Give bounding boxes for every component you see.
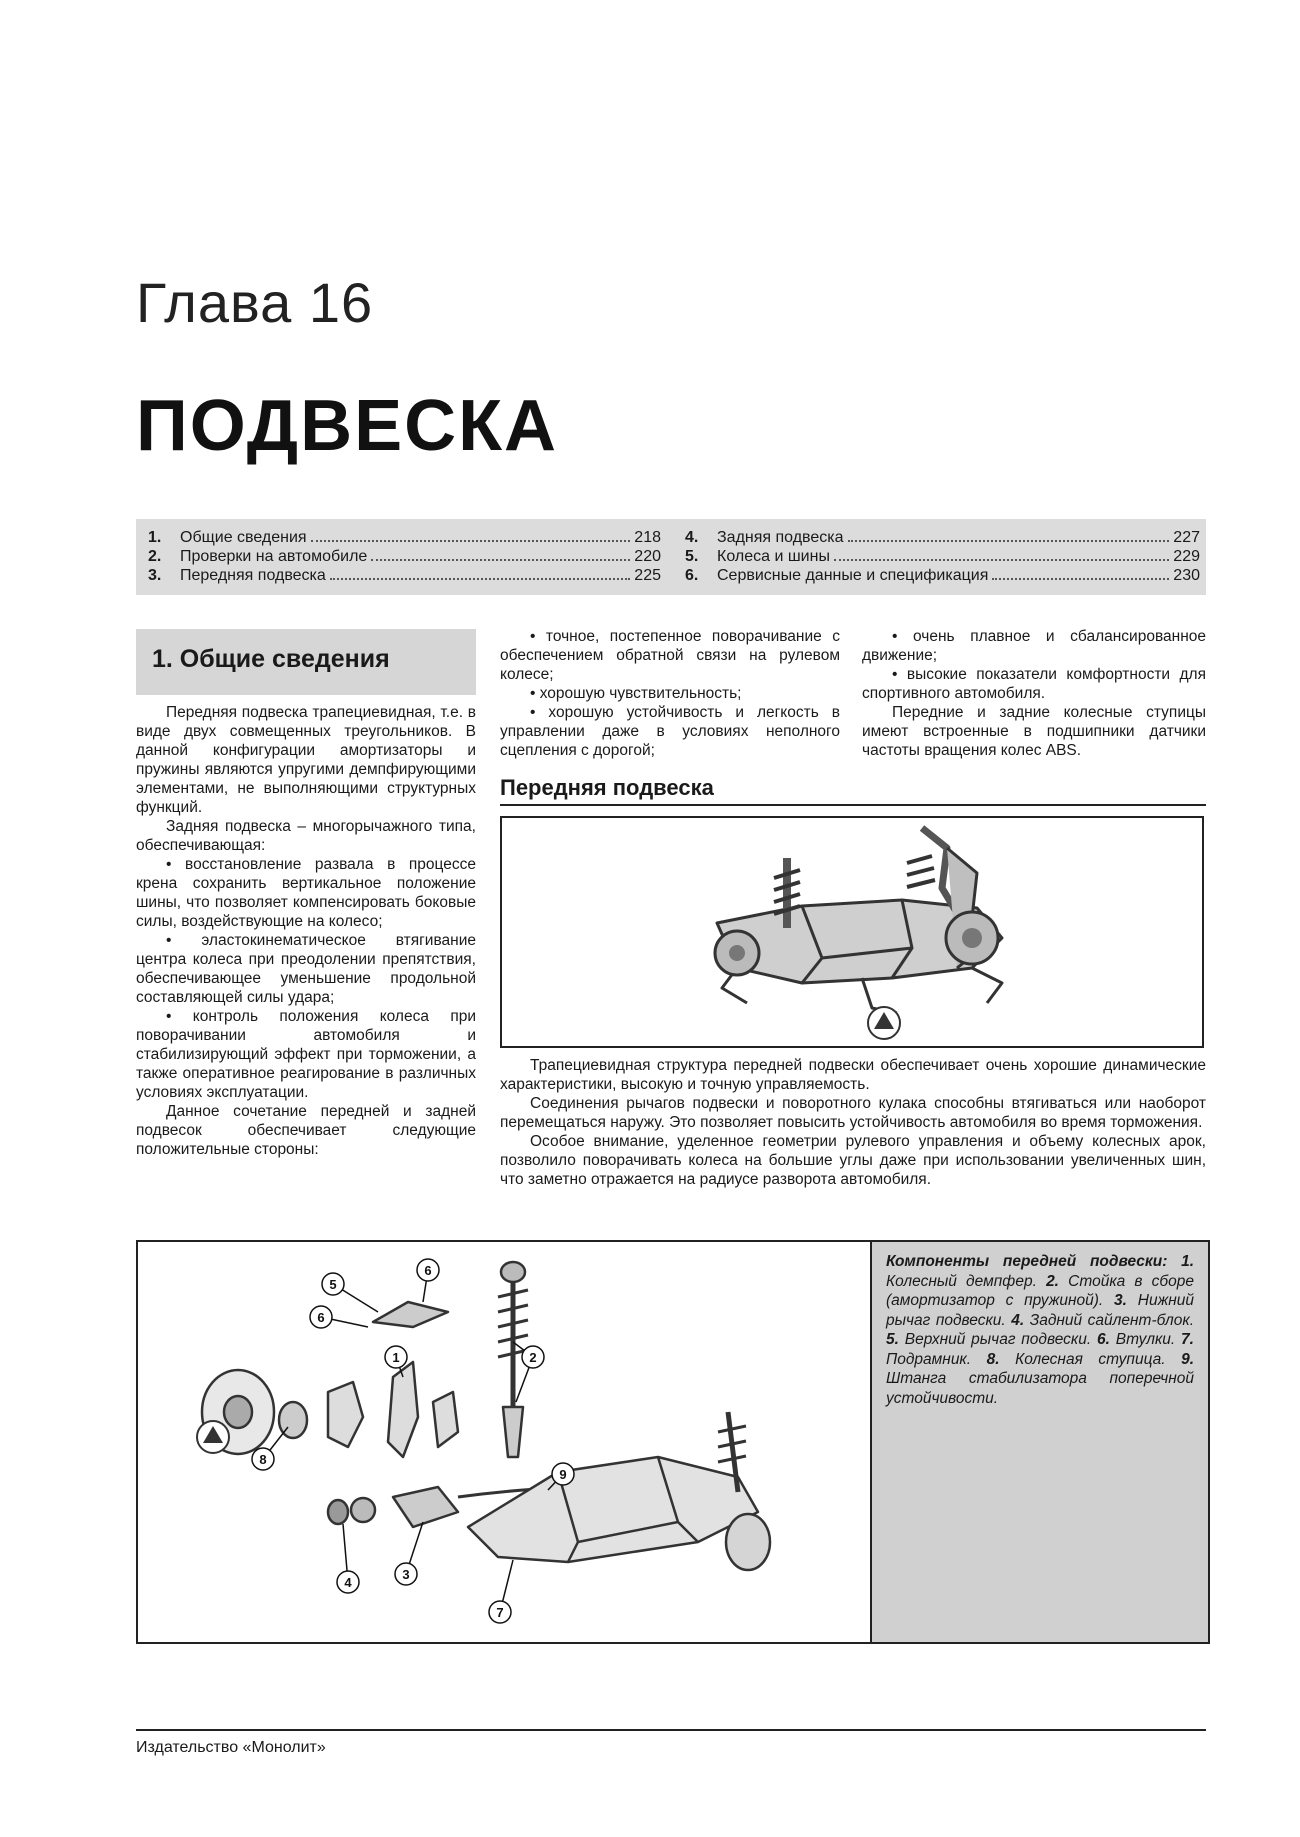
legend-title: Компоненты передней подвески:	[886, 1253, 1168, 1270]
legend-item: 2. Стойка в сборе (амортизатор с пружиной).	[886, 1272, 1194, 1309]
paragraph: Особое внимание, уделенное геометрии рулевого управления и объему колесных арок, позволило поворачивать колеса на большие углы даже при использовании увеличенных шин, что заметно отражается на радиусе разворота автомобиля.	[500, 1133, 1206, 1188]
bullet-item: • точное, постепенное поворачивание с обеспечением обратной связи на рулевом колесе;	[500, 628, 840, 683]
callout-6a	[310, 1306, 368, 1328]
paragraph: Передние и задние колесные ступицы имеют встроенные в подшипники датчики частоты вращения колес ABS.	[862, 704, 1206, 759]
front-suspension-illustration	[502, 818, 1202, 1046]
toc-page: 218	[634, 529, 661, 546]
front-suspension-photo	[500, 816, 1204, 1048]
legend-item: 4. Задний сайлент-блок.	[1011, 1311, 1195, 1329]
callout-label: 1	[392, 1350, 400, 1365]
toc-right-column	[673, 529, 1200, 586]
toc-entry[interactable]	[673, 548, 1200, 567]
bullet-item: • восстановление развала в процессе крена сохранить вертикальное положение шины, что позволяет компенсировать боковые силы, воздействующие на колесо;	[136, 856, 476, 930]
exploded-view-diagram	[138, 1242, 872, 1642]
publisher-footer: Издательство «Монолит»	[136, 1739, 326, 1756]
section-heading-front-suspension: Передняя подвеска	[500, 775, 1206, 806]
toc-number: 5.	[685, 548, 699, 565]
callout-label: 3	[402, 1567, 410, 1582]
callout-3	[395, 1522, 423, 1585]
bullet-item: • хорошую чувствительность;	[530, 685, 742, 702]
toc-entry[interactable]	[673, 567, 1200, 586]
bullet-item: • хорошую устойчивость и легкость в управлении даже в условиях неполного сцепления с дорогой;	[500, 704, 840, 759]
toc-label: Общие сведения	[180, 529, 307, 546]
legend-item: 3. Нижний рычаг подвески.	[886, 1292, 1194, 1329]
callout-5	[322, 1273, 378, 1312]
table-of-contents	[136, 519, 1206, 595]
paragraph: Соединения рычагов подвески и поворотного кулака способны втягиваться или наоборот перемещаться наружу. Это позволяет повысить устойчивость автомобиля во время торможения.	[500, 1095, 1206, 1131]
toc-page: 225	[634, 567, 661, 584]
text-column-1	[136, 703, 476, 1159]
toc-label: Колеса и шины	[717, 548, 830, 565]
toc-page: 227	[1173, 529, 1200, 546]
chapter-title: ПОДВЕСКА	[136, 386, 559, 466]
callout-label: 8	[259, 1452, 267, 1467]
toc-label: Задняя подвеска	[717, 529, 844, 546]
bullet-item: • эластокинематическое втягивание центра колеса при преодолении препятствия, обеспечивающее уменьшение продольной составляющей силы удара;	[136, 932, 476, 1006]
legend-item: 6. Втулки.	[1097, 1331, 1176, 1348]
toc-page: 230	[1173, 567, 1200, 584]
paragraph: Данное сочетание передней и задней подвесок обеспечивает следующие положительные стороны:	[136, 1103, 476, 1158]
toc-leader	[311, 540, 631, 542]
toc-leader	[330, 578, 630, 580]
toc-number: 2.	[148, 548, 162, 565]
callout-label: 6	[317, 1310, 325, 1325]
callout-label: 2	[529, 1350, 537, 1365]
paragraph: Передняя подвеска трапециевидная, т.е. в виде двух совмещенных треугольников. В данной конфигурации амортизаторы и пружины являются упругими демпфирующими элементами, не выполняющими структурных функций.	[136, 704, 476, 816]
components-legend	[870, 1242, 1208, 1642]
callout-6b	[417, 1259, 439, 1302]
callout-label: 9	[559, 1467, 567, 1482]
text-column-3	[862, 627, 1206, 760]
toc-entry[interactable]	[136, 548, 661, 567]
text-column-2	[500, 627, 840, 760]
legend-item: 1. Колесный демпфер.	[886, 1253, 1195, 1290]
legend-text	[886, 1252, 1194, 1408]
bullet-item: • очень плавное и сбалансированное движение;	[862, 628, 1206, 664]
legend-item: 5. Верхний рычаг подвески.	[886, 1331, 1092, 1348]
callout-label: 5	[329, 1277, 337, 1292]
toc-leader	[848, 540, 1170, 542]
toc-entry[interactable]	[136, 567, 661, 586]
toc-label: Проверки на автомобиле	[180, 548, 368, 565]
callout-label: 6	[424, 1263, 432, 1278]
toc-number: 3.	[148, 567, 162, 584]
callout-7	[489, 1560, 513, 1623]
toc-number: 6.	[685, 567, 699, 584]
toc-page: 229	[1173, 548, 1200, 565]
toc-entry[interactable]	[673, 529, 1200, 548]
toc-label: Сервисные данные и спецификация	[717, 567, 989, 584]
bullet-item: • высокие показатели комфортности для спортивного автомобиля.	[862, 666, 1206, 702]
callout-label: 4	[344, 1575, 352, 1590]
callout-label: 7	[496, 1605, 504, 1620]
toc-page: 220	[634, 548, 661, 565]
paragraph: Задняя подвеска – многорычажного типа, обеспечивающая:	[136, 818, 476, 854]
toc-number: 4.	[685, 529, 699, 546]
chapter-label: Глава 16	[136, 271, 374, 334]
legend-item: 9. Штанга стабилизатора поперечной устойчивости.	[886, 1350, 1195, 1407]
toc-leader	[834, 559, 1169, 561]
exploded-diagram-box	[136, 1240, 1210, 1644]
section-heading-general	[136, 629, 476, 695]
toc-leader	[371, 559, 630, 561]
legend-item: 7. Подрамник.	[886, 1331, 1194, 1368]
bullet-item: • контроль положения колеса при поворачивании автомобиля и стабилизирующий эффект при торможении, а также оперативное реагирование в различных условиях эксплуатации.	[136, 1008, 476, 1101]
front-suspension-text	[500, 1056, 1206, 1189]
callout-4	[337, 1524, 359, 1593]
toc-label: Передняя подвеска	[180, 567, 326, 584]
toc-entry[interactable]	[136, 529, 661, 548]
section-heading-text: 1. Общие сведения	[152, 645, 390, 673]
toc-left-column	[136, 529, 661, 586]
paragraph: Трапециевидная структура передней подвески обеспечивает очень хорошие динамические характеристики, высокую и точную управляемость.	[500, 1057, 1206, 1093]
toc-number: 1.	[148, 529, 162, 546]
toc-leader	[992, 578, 1169, 580]
legend-item: 8. Колесная ступица.	[986, 1350, 1166, 1368]
footer-rule	[136, 1729, 1206, 1731]
